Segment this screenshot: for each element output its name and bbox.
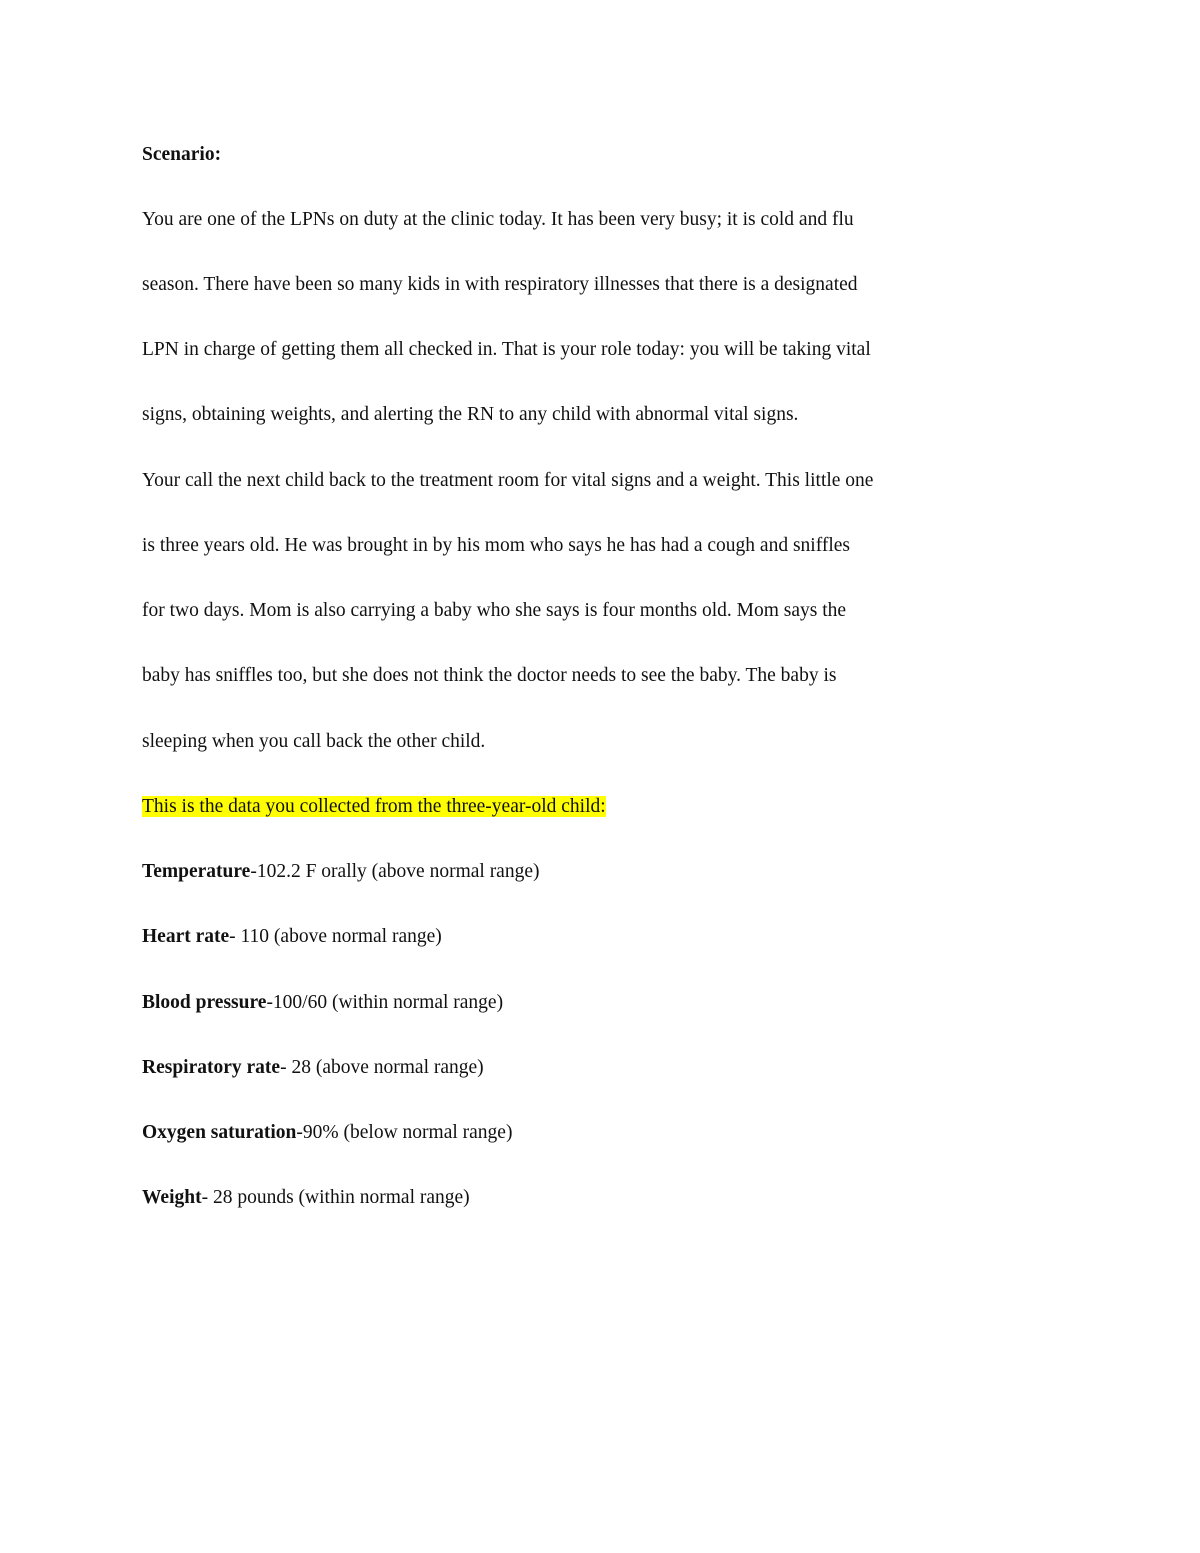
scenario-line: LPN in charge of getting them all checked in. That is your role today: you will be taking vital	[142, 339, 871, 360]
scenario-line: is three years old. He was brought in by his mom who says he has had a cough and sniffles	[142, 535, 851, 556]
vital-row-respiratory-rate	[142, 1056, 484, 1080]
vital-label: Respiratory rate	[142, 1057, 281, 1078]
vital-value: -90% (below normal range)	[296, 1122, 513, 1143]
vital-value: -100/60 (within normal range)	[266, 992, 504, 1013]
vital-row-temperature	[142, 860, 540, 884]
vital-value: - 28 (above normal range)	[280, 1057, 484, 1078]
scenario-heading: Scenario:	[142, 144, 222, 165]
vital-value: - 110 (above normal range)	[229, 926, 442, 947]
vital-value: - 28 pounds (within normal range)	[201, 1187, 470, 1208]
vital-label: Weight	[142, 1187, 202, 1208]
vital-row-heart-rate	[142, 925, 442, 949]
scenario-line: baby has sniffles too, but she does not think the doctor needs to see the baby. The baby is	[142, 665, 837, 686]
data-intro	[142, 795, 606, 819]
vital-row-oxygen-saturation	[142, 1121, 512, 1145]
scenario-line: sleeping when you call back the other child.	[142, 731, 486, 752]
vital-label: Heart rate	[142, 926, 230, 947]
vital-label: Temperature	[142, 861, 251, 882]
scenario-line: signs, obtaining weights, and alerting the RN to any child with abnormal vital signs.	[142, 404, 799, 425]
scenario-line: season. There have been so many kids in with respiratory illnesses that there is a designated	[142, 274, 858, 295]
vital-label: Blood pressure	[142, 992, 267, 1013]
vital-label: Oxygen saturation	[142, 1122, 297, 1143]
highlighted-intro: This is the data you collected from the three-year-old child:	[142, 796, 606, 817]
vital-row-blood-pressure	[142, 991, 503, 1015]
scenario-line: You are one of the LPNs on duty at the clinic today. It has been very busy; it is cold and flu	[142, 209, 854, 230]
vital-value: -102.2 F orally (above normal range)	[250, 861, 540, 882]
scenario-line: for two days. Mom is also carrying a baby who she says is four months old. Mom says the	[142, 600, 847, 621]
scenario-line: Your call the next child back to the treatment room for vital signs and a weight. This little one	[142, 470, 874, 491]
vital-row-weight	[142, 1186, 470, 1210]
